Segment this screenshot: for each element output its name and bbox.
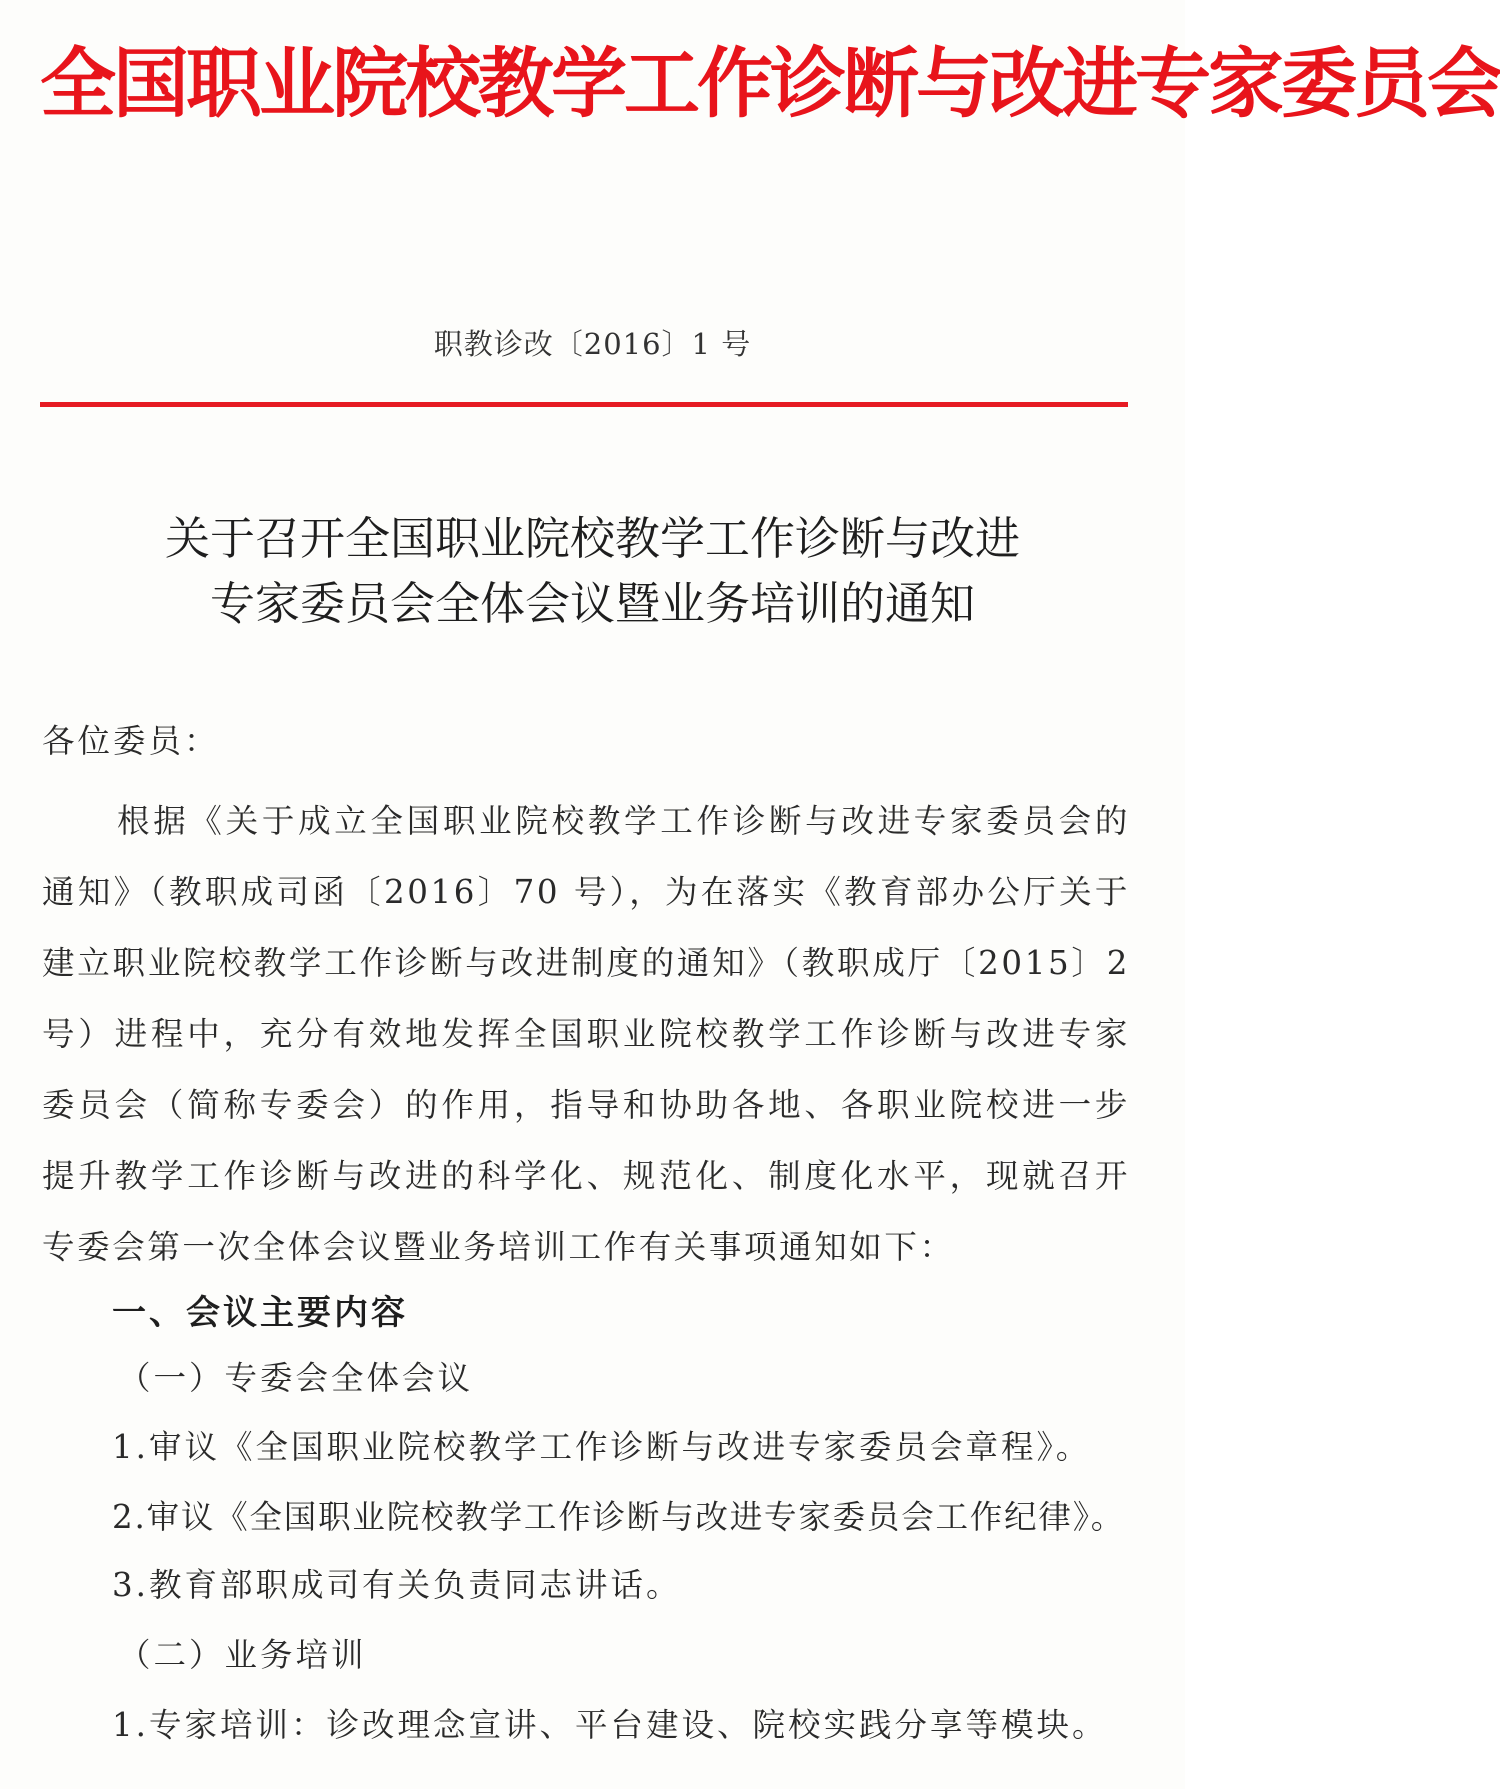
- list-item: 1.审议《全国职业院校教学工作诊断与改进专家委员会章程》。: [112, 1428, 1092, 1466]
- organization-header: 全国职业院校教学工作诊断与改进专家委员会: [40, 39, 1500, 128]
- section-heading-1: 一、会议主要内容: [112, 1293, 408, 1333]
- list-item: 2.审议《全国职业院校教学工作诊断与改进专家委员会工作纪律》。: [112, 1498, 1126, 1536]
- list-item: 3.教育部职成司有关负责同志讲话。: [112, 1566, 682, 1604]
- sub-heading-2: （二）业务培训: [118, 1636, 367, 1674]
- list-item: 1.专家培训：诊改理念宣讲、平台建设、院校实践分享等模块。: [112, 1706, 1108, 1744]
- document-number: 职教诊改〔2016〕1 号: [433, 327, 752, 361]
- salutation: 各位委员：: [42, 722, 220, 760]
- red-divider-line: [40, 402, 1128, 407]
- notice-title: [0, 506, 1185, 636]
- sub-heading-1: （一）专委会全体会议: [118, 1359, 474, 1397]
- notice-title-line-1: 关于召开全国职业院校教学工作诊断与改进: [164, 512, 1020, 565]
- notice-title-line-2: 专家委员会全体会议暨业务培训的通知: [209, 577, 975, 630]
- body-paragraph: 根据《关于成立全国职业院校教学工作诊断与改进专家委员会的通知》（教职成司函〔2016〕70 号），为在落实《教育部办公厅关于建立职业院校教学工作诊断与改进制度的通知》（教职成厅〔2015〕2 号）进程中，充分有效地发挥全国职业院校教学工作诊断与改进专家委员会（简称专委会）的作用，指导和协助各地、各职业院校进一步提升教学工作诊断与改进的科学化、规范化、制度化水平，现就召开专委会第一次全体会议暨业务培训工作有关事项通知如下：: [42, 802, 1130, 1266]
